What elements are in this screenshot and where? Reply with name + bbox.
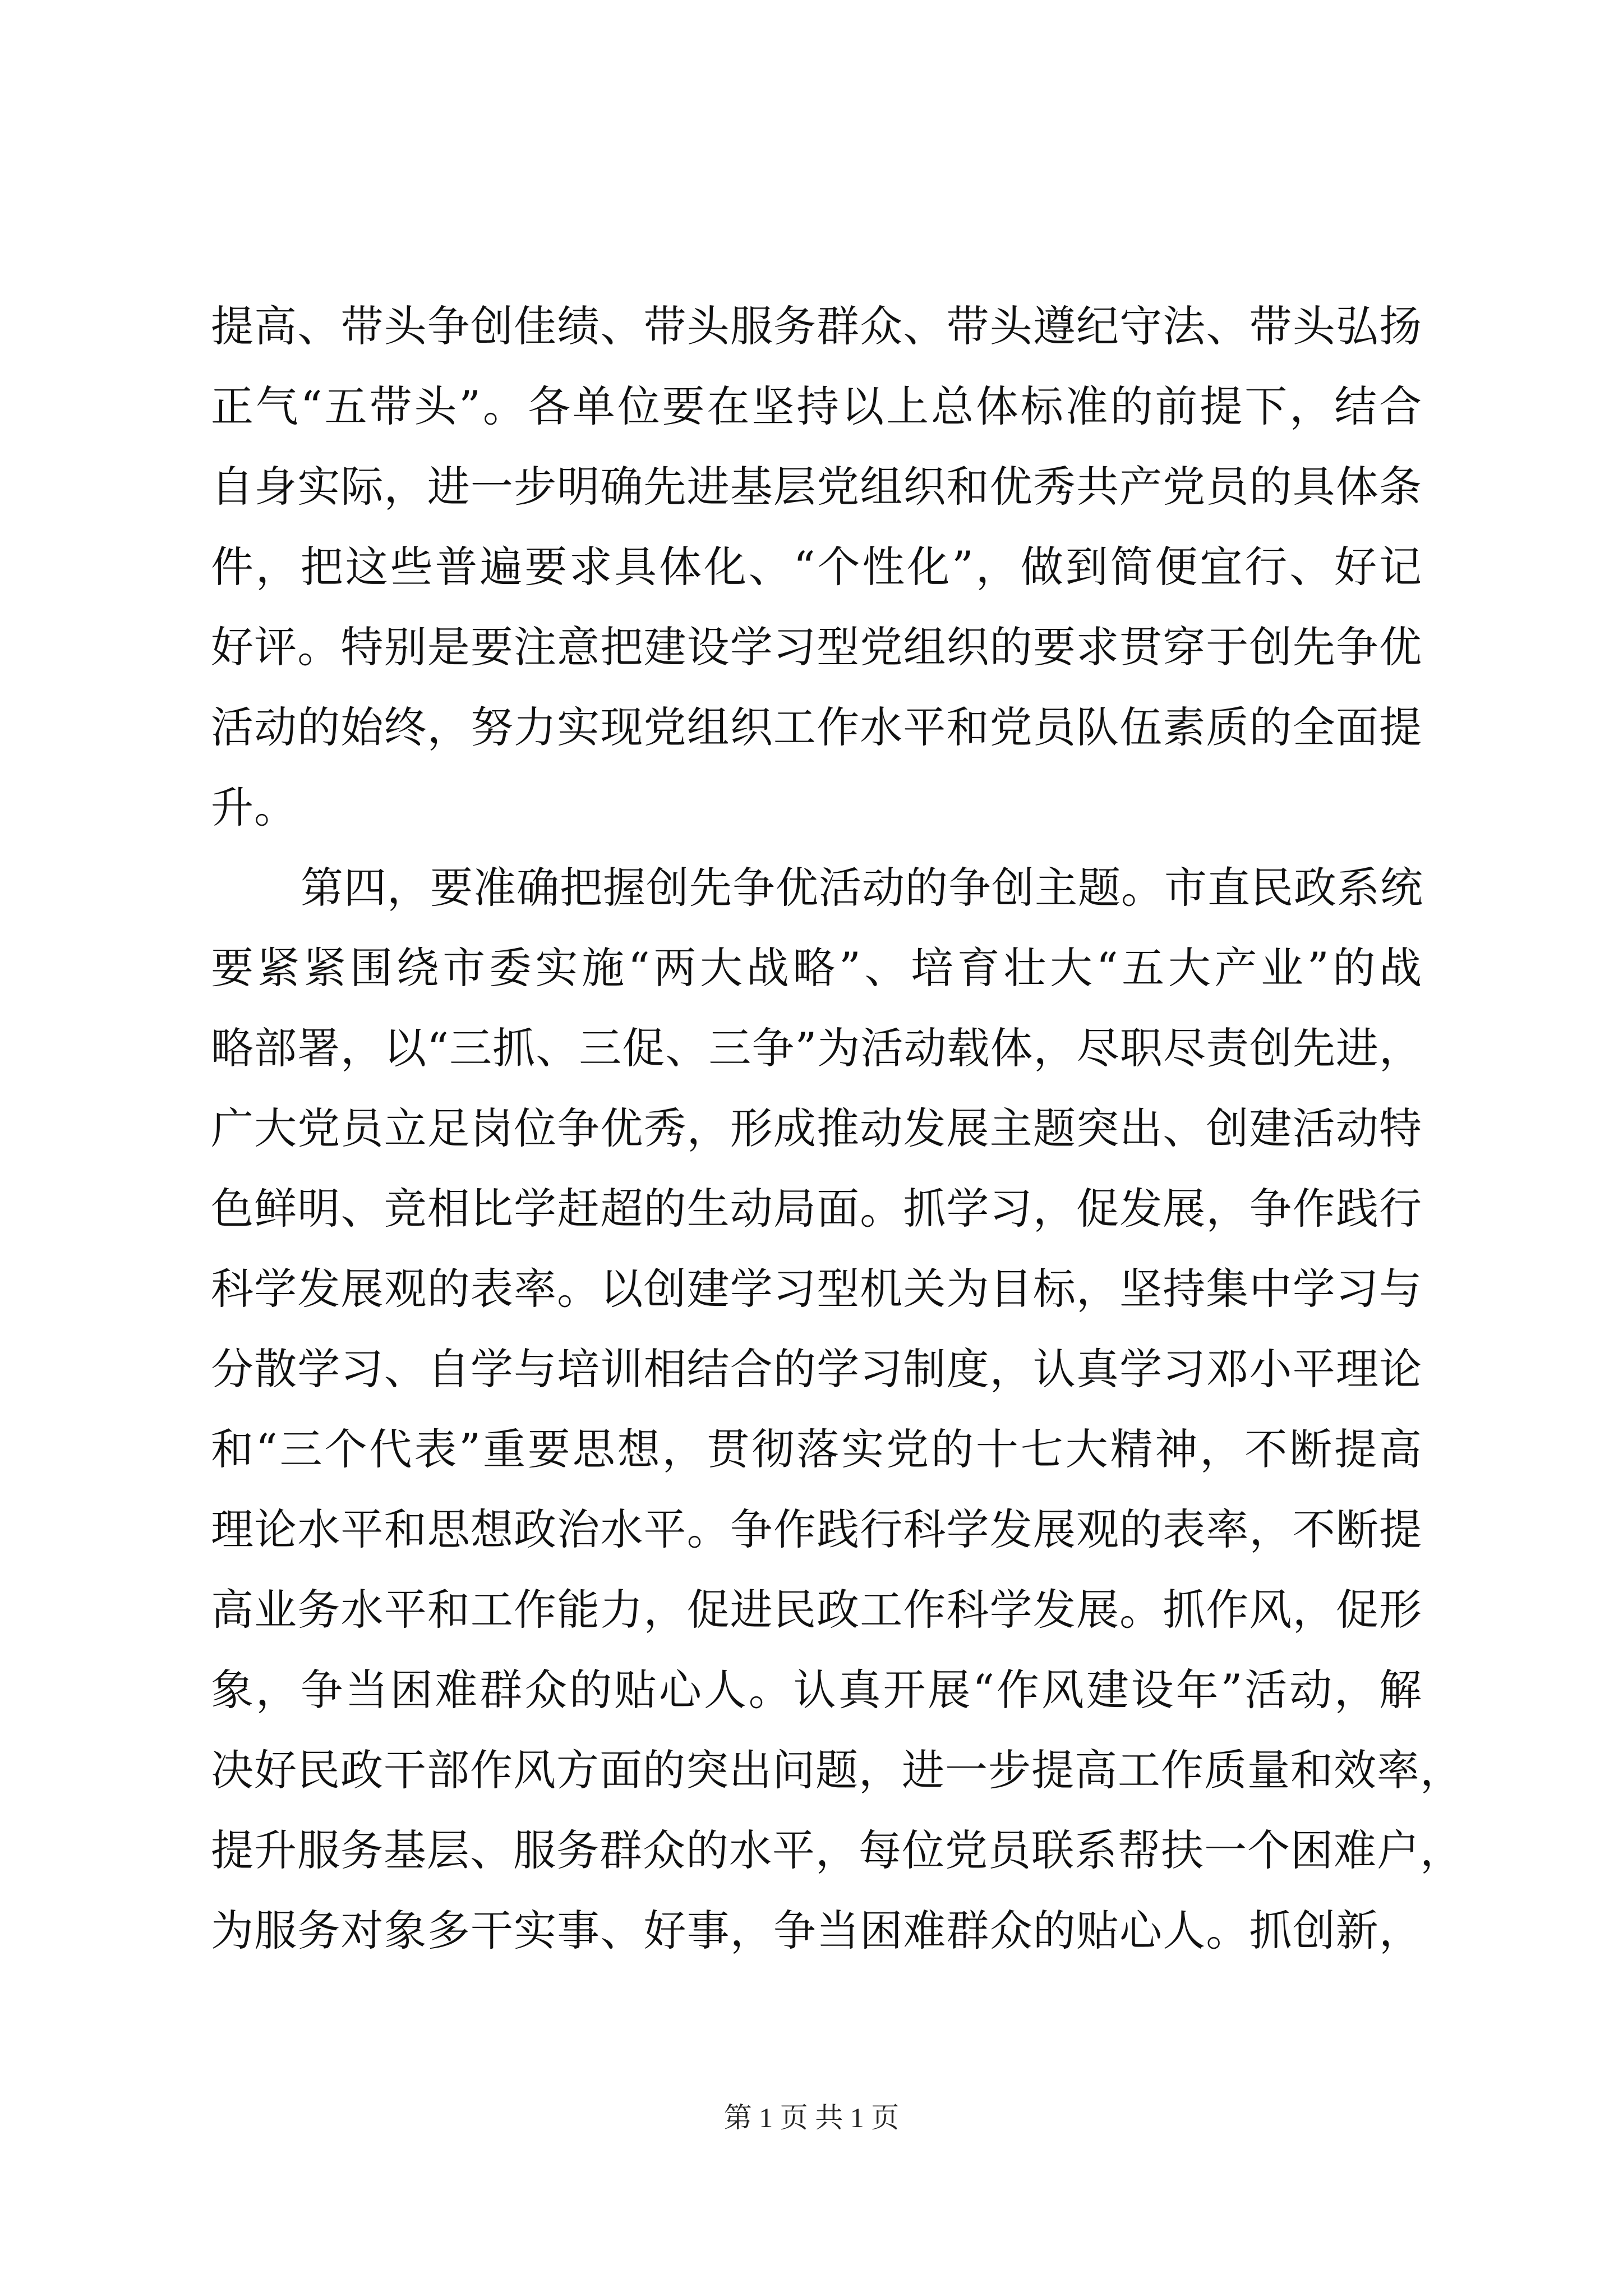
- text-line: 高业务水平和工作能力，促进民政工作科学发展。抓作风，促形: [211, 1585, 1422, 1635]
- text-line: 为服务对象多干实事、好事，争当困难群众的贴心人。抓创新，: [211, 1906, 1422, 1955]
- text-line: 决好民政干部作风方面的突出问题，进一步提高工作质量和效率，: [211, 1745, 1463, 1795]
- text-line: 提高、带头争创佳绩、带头服务群众、带头遵纪守法、带头弘扬: [211, 301, 1422, 351]
- page-number-footer: 第 1 页 共 1 页: [723, 2102, 900, 2133]
- text-line: 活动的始终，努力实现党组织工作水平和党员队伍素质的全面提: [211, 702, 1422, 752]
- text-line: 好评。特别是要注意把建设学习型党组织的要求贯穿于创先争优: [211, 622, 1422, 672]
- text-line: 和“三个代表”重要思想，贯彻落实党的十七大精神，不断提高: [211, 1424, 1422, 1474]
- text-line: 件，把这些普遍要求具体化、“个性化”，做到简便宜行、好记: [211, 542, 1422, 592]
- text-line: 分散学习、自学与培训相结合的学习制度，认真学习邓小平理论: [211, 1344, 1422, 1394]
- text-line: 科学发展观的表率。以创建学习型机关为目标，坚持集中学习与: [211, 1264, 1422, 1314]
- text-line: 象，争当困难群众的贴心人。认真开展“作风建设年”活动，解: [211, 1665, 1422, 1715]
- text-line: 要紧紧围绕市委实施“两大战略”、培育壮大“五大产业”的战: [211, 943, 1422, 993]
- text-line: 广大党员立足岗位争优秀，形成推动发展主题突出、创建活动特: [211, 1103, 1422, 1153]
- text-line: 提升服务基层、服务群众的水平，每位党员联系帮扶一个困难户，: [211, 1825, 1463, 1875]
- text-line: 理论水平和思想政治水平。争作践行科学发展观的表率，不断提: [211, 1504, 1422, 1554]
- paragraph-first-line: 第四，要准确把握创先争优活动的争创主题。市直民政系统: [301, 863, 1423, 913]
- text-line: 正气“五带头”。各单位要在坚持以上总体标准的前提下，结合: [211, 381, 1422, 431]
- body-text: [211, 286, 1463, 2051]
- text-line: 略部署，以“三抓、三促、三争”为活动载体，尽职尽责创先进，: [211, 1023, 1422, 1073]
- text-line: 自身实际，进一步明确先进基层党组织和优秀共产党员的具体条: [211, 462, 1422, 512]
- text-line: [211, 1971, 1422, 2051]
- text-line: 升。: [211, 783, 297, 832]
- text-line: 色鲜明、竞相比学赶超的生动局面。抓学习，促发展，争作践行: [211, 1184, 1422, 1234]
